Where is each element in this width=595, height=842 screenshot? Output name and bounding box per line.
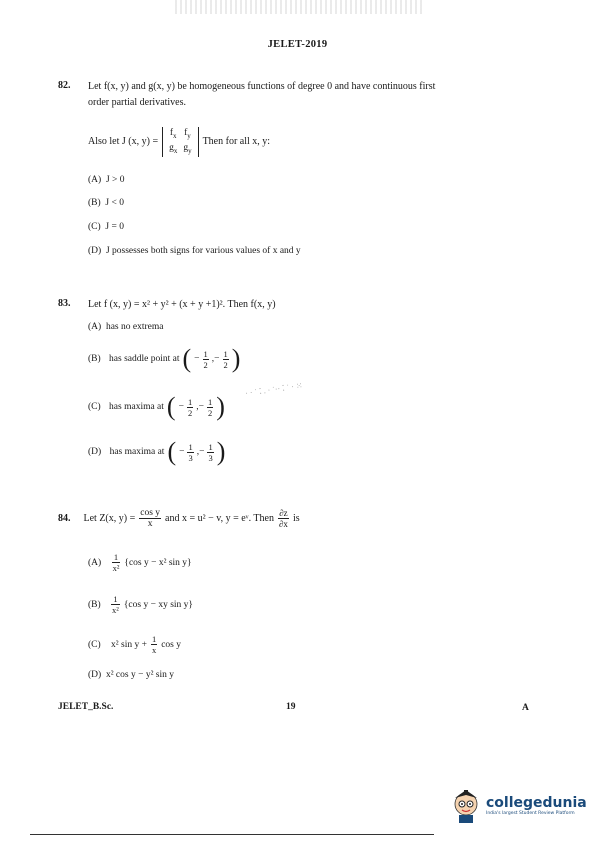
q83-option-d: (D) has maxima at ( − $\frac{1}{3}$ ,− $\frac{1}{3}$ )	[88, 437, 226, 466]
q83-option-c: (C) has maxima at ( − $\frac{1}{2}$ ,− $\frac{1}{2}$ )	[88, 392, 225, 421]
scan-noise-top	[175, 0, 425, 14]
bottom-rule	[30, 834, 434, 835]
q82-option-d: (D) J possesses both signs for various values of x and y	[88, 246, 301, 256]
question-82-line2: order partial derivatives.	[88, 97, 187, 108]
jacobian-determinant	[162, 127, 199, 157]
page-header-title: JELET-2019	[267, 39, 328, 50]
det-cell-c: $g_x$	[169, 142, 178, 155]
q82-option-c: (C) J = 0	[88, 222, 124, 232]
question-84-number: 84.	[58, 512, 71, 524]
q84-option-d: (D) x² cos y − y² sin y	[88, 670, 175, 680]
question-84-stem: 84. Let Z(x, y) = $\frac{\text{cos y}}{x}$ and x = u² − v, y = eᵛ. Then $\frac{\partial z}{\partial x}$ is	[58, 508, 300, 529]
q83-option-b: (B) has saddle point at ( − $\frac{1}{2}$ ,− $\frac{1}{2}$ )	[88, 344, 241, 373]
logo-text-block	[486, 795, 587, 816]
question-82-then-text: Then for all x, y:	[202, 135, 271, 147]
question-82-line1: Let f(x, y) and g(x, y) be homogeneous functions of degree 0 and have continuous first	[88, 81, 436, 92]
det-cell-a: $f_x$	[169, 128, 177, 140]
q84-option-a: (A) $\frac{1}{\text{x²}}$ {cos y − x² sin y}	[88, 552, 192, 573]
question-82-also-text: Also let J (x, y) =	[88, 135, 159, 147]
collegedunia-logo	[450, 786, 587, 824]
det-cell-d: $g_y$	[183, 142, 192, 155]
q82-option-a: (A) J > 0	[88, 175, 125, 185]
footer-code: JELET_B.Sc.	[58, 702, 114, 712]
question-82-number: 82.	[58, 80, 71, 91]
logo-tagline: India's largest Student Review Platform	[486, 810, 575, 816]
question-83-stem: Let f (x, y) = x² + y² + (x + y +1)². Then f(x, y)	[88, 299, 276, 310]
question-83-number: 83.	[58, 298, 71, 309]
q82-option-b: (B) J < 0	[88, 198, 124, 208]
mascot-icon	[450, 786, 482, 824]
logo-wordmark: collegedunia	[486, 794, 587, 811]
footer-page-number: 19	[286, 702, 296, 712]
q84-option-c: (C) x² sin y + $\frac{1}{x}$ cos y	[88, 634, 182, 655]
q83-option-a: (A) has no extrema	[88, 322, 164, 332]
det-cell-b: $f_y$	[184, 128, 191, 140]
q84-option-b: (B) $\frac{1}{\text{x²}}$ {cos y − xy sin y}	[88, 594, 193, 615]
footer-set-letter: A	[522, 703, 529, 713]
scribble-mark: · · ˙ ⁚ . · ˙·· ⁚ ˙ · ⁙	[244, 381, 304, 398]
question-82-jacobian-line	[88, 127, 270, 157]
